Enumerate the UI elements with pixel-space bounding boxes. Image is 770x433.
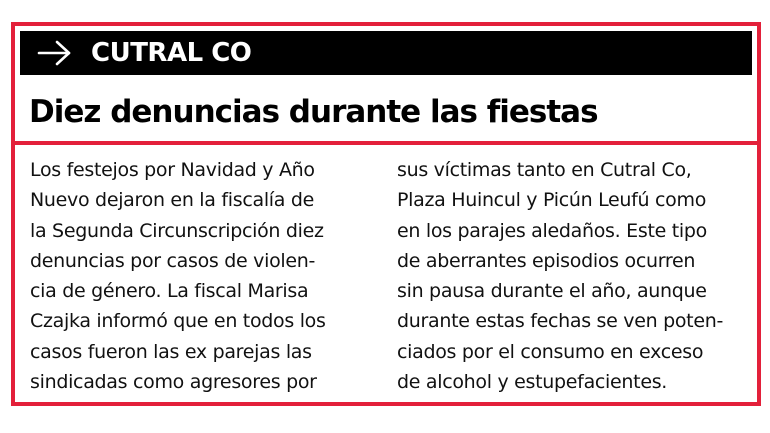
- body-column-left: [30, 155, 365, 397]
- body-column-right: [397, 155, 737, 397]
- body-line: durante estas fechas se ven poten-: [397, 310, 724, 333]
- body-line: Czajka informó que en todos los: [30, 310, 326, 333]
- body-line: ciados por el consumo en exceso: [397, 340, 704, 363]
- body-line: en los parajes aledaños. Este tipo: [397, 219, 707, 242]
- body-line: Los festejos por Navidad y Año: [30, 159, 315, 181]
- body-line: sindicadas como agresores por: [30, 371, 317, 394]
- body-line: la Segunda Circunscripción diez: [30, 219, 324, 242]
- body-line: casos fueron las ex parejas las: [30, 340, 312, 363]
- divider: [15, 141, 757, 145]
- news-box: [11, 22, 761, 406]
- body-line: cia de género. La fiscal Marisa: [30, 280, 309, 303]
- body-line: de alcohol y estupefacientes.: [397, 371, 668, 394]
- section-label: CUTRAL CO: [91, 38, 252, 68]
- body-line: denuncias por casos de violen-: [30, 249, 316, 272]
- body-line: sus víctimas tanto en Cutral Co,: [397, 159, 692, 181]
- headline: Diez denuncias durante las fiestas: [29, 94, 598, 130]
- body-line: Plaza Huincul y Picún Leufú como: [397, 189, 707, 212]
- body-line: de aberrantes episodios ocurren: [397, 249, 696, 272]
- body-line: sin pausa durante el año, aunque: [397, 280, 707, 303]
- arrow-right-icon: [37, 38, 73, 68]
- section-bar: [20, 31, 752, 75]
- body-line: Nuevo dejaron en la fiscalía de: [30, 189, 315, 212]
